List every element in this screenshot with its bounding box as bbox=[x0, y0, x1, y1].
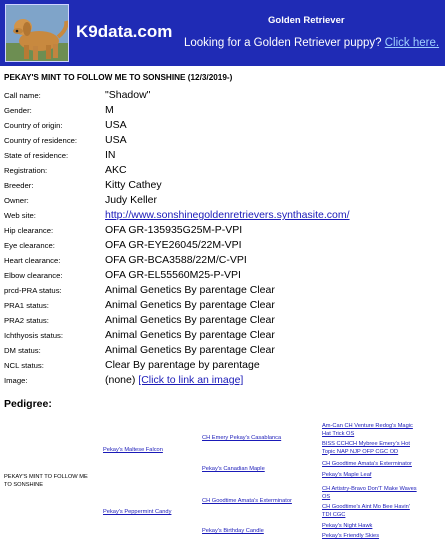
pedigree-ancestor[interactable] bbox=[322, 486, 417, 501]
pedigree-subject-line: TO SONSHINE bbox=[4, 481, 44, 488]
detail-row-owner bbox=[4, 193, 444, 208]
pedigree-sire-sire[interactable]: CH Emery Pekay's Casablanca bbox=[202, 435, 282, 441]
detail-label: Image: bbox=[4, 376, 28, 385]
detail-row-ichthyosis bbox=[4, 328, 444, 343]
detail-label: Call name: bbox=[4, 91, 41, 100]
pedigree-ancestor-line: TDI CGC bbox=[322, 511, 346, 518]
detail-label: Gender: bbox=[4, 106, 32, 115]
detail-label: Country of origin: bbox=[4, 121, 63, 130]
detail-value: Kitty Cathey bbox=[105, 179, 162, 191]
detail-label: PRA1 status: bbox=[4, 301, 49, 310]
detail-value: USA bbox=[105, 134, 127, 146]
click-here-link[interactable]: Click here. bbox=[384, 37, 440, 49]
detail-row-pra2 bbox=[4, 313, 444, 328]
detail-row-ncl bbox=[4, 358, 444, 373]
detail-row-registration bbox=[4, 163, 444, 178]
detail-label: Registration: bbox=[4, 166, 48, 175]
pedigree-heading: Pedigree: bbox=[4, 398, 52, 410]
detail-label: Ichthyosis status: bbox=[4, 331, 63, 340]
pedigree-ancestor[interactable] bbox=[322, 423, 413, 438]
detail-value: Animal Genetics By parentage Clear bbox=[105, 284, 275, 296]
link-image-link[interactable]: [Click to link an image] bbox=[138, 374, 244, 386]
pedigree-dam-dam[interactable]: Pekay's Birthday Candle bbox=[202, 528, 264, 534]
pedigree-ancestor[interactable] bbox=[322, 504, 410, 519]
pedigree-ancestor[interactable]: Pekay's Friendly Skies bbox=[322, 533, 380, 539]
detail-value: Animal Genetics By parentage Clear bbox=[105, 314, 275, 326]
detail-value bbox=[105, 373, 243, 387]
breed-name: Golden Retriever bbox=[268, 15, 345, 26]
pedigree-sire-dam[interactable]: Pekay's Canadian Maple bbox=[202, 466, 265, 472]
pedigree-ancestor-line: CH Goodtime's Aint Mo Bee Havin' bbox=[322, 504, 410, 510]
detail-label: DM status: bbox=[4, 346, 41, 355]
pedigree-ancestor-line: OS bbox=[322, 493, 331, 500]
detail-row-elbow bbox=[4, 268, 444, 283]
detail-label: PRA2 status: bbox=[4, 316, 49, 325]
detail-row-heart bbox=[4, 253, 444, 268]
detail-label: Elbow clearance: bbox=[4, 271, 63, 280]
site-header bbox=[0, 0, 445, 66]
detail-row-hip bbox=[4, 223, 444, 238]
dog-title: PEKAY'S MINT TO FOLLOW ME TO SONSHINE (12/3/2019-) bbox=[4, 73, 233, 82]
detail-row-prcd-pra bbox=[4, 283, 444, 298]
detail-value: OFA GR-135935G25M-P-VPI bbox=[105, 224, 243, 236]
detail-label: prcd-PRA status: bbox=[4, 286, 62, 295]
detail-row-call-name bbox=[4, 88, 444, 103]
detail-label: NCL status: bbox=[4, 361, 44, 370]
detail-value: Animal Genetics By parentage Clear bbox=[105, 344, 275, 356]
detail-row-gender bbox=[4, 103, 444, 118]
site-name[interactable]: K9data.com bbox=[76, 22, 173, 41]
detail-value: "Shadow" bbox=[105, 89, 151, 101]
detail-value: OFA GR-EYE26045/22M-VPI bbox=[105, 239, 242, 251]
pedigree-dam-sire[interactable]: CH Goodtime Amata's Exterminator bbox=[202, 498, 292, 504]
detail-row-dm bbox=[4, 343, 444, 358]
detail-label: Breeder: bbox=[4, 181, 34, 190]
detail-value: AKC bbox=[105, 164, 127, 176]
detail-value: OFA GR-EL55560M25-P-VPI bbox=[105, 269, 241, 281]
detail-row-country-origin bbox=[4, 118, 444, 133]
detail-label: Web site: bbox=[4, 211, 36, 220]
detail-label: Eye clearance: bbox=[4, 241, 55, 250]
pedigree-ancestor-line: BISS CCHCH Mybree Emery's Hot bbox=[322, 441, 410, 447]
pedigree-ancestor[interactable]: Pekay's Maple Leaf bbox=[322, 472, 372, 478]
detail-row-breeder bbox=[4, 178, 444, 193]
website-link[interactable]: http://www.sonshinegoldenretrievers.synthasite.com/ bbox=[105, 209, 350, 221]
detail-row-website bbox=[4, 208, 444, 223]
detail-row-eye bbox=[4, 238, 444, 253]
pedigree-subject-line: PEKAY'S MINT TO FOLLOW ME bbox=[4, 474, 88, 480]
pedigree-ancestor-line: CH Artistry-Bravo Don'T Make Waves bbox=[322, 486, 417, 492]
detail-label: Hip clearance: bbox=[4, 226, 54, 235]
detail-row-state bbox=[4, 148, 444, 163]
detail-row-country-residence bbox=[4, 133, 444, 148]
puppy-promo bbox=[184, 37, 439, 49]
detail-value: M bbox=[105, 104, 114, 116]
image-value: (none) bbox=[105, 374, 136, 386]
golden-retriever-photo bbox=[5, 4, 69, 62]
pedigree-subject bbox=[4, 474, 88, 489]
pedigree-ancestor[interactable]: Pekay's Night Hawk bbox=[322, 523, 373, 529]
pedigree-ancestor-line: Am-Can CH Venture Redog's Magic bbox=[322, 423, 413, 429]
detail-value: Animal Genetics By parentage Clear bbox=[105, 299, 275, 311]
pedigree-ancestor-line: Hat Trick OS bbox=[322, 430, 355, 437]
pedigree-ancestor[interactable] bbox=[322, 441, 410, 456]
detail-label: Owner: bbox=[4, 196, 29, 205]
detail-label: State of residence: bbox=[4, 151, 69, 160]
promo-text: Looking for a Golden Retriever puppy? bbox=[184, 37, 382, 49]
pedigree-sire[interactable]: Pekay's Maltese Falcon bbox=[103, 447, 163, 453]
detail-value: Clear By parentage by parentage bbox=[105, 359, 260, 371]
dog-details-table bbox=[4, 88, 444, 388]
detail-value: IN bbox=[105, 149, 116, 161]
detail-value: USA bbox=[105, 119, 127, 131]
detail-value: OFA GR-BCA3588/22M/C-VPI bbox=[105, 254, 247, 266]
detail-value: Animal Genetics By parentage Clear bbox=[105, 329, 275, 341]
pedigree-ancestor-line: Topic NAP NJP OFP CGC OD bbox=[322, 448, 399, 455]
detail-row-image bbox=[4, 373, 444, 388]
detail-value: Judy Keller bbox=[105, 194, 157, 206]
detail-label: Heart clearance: bbox=[4, 256, 61, 265]
pedigree-ancestor[interactable]: CH Goodtime Amata's Exterminator bbox=[322, 461, 412, 467]
detail-row-pra1 bbox=[4, 298, 444, 313]
detail-label: Country of residence: bbox=[4, 136, 78, 145]
pedigree-dam[interactable]: Pekay's Peppermint Candy bbox=[103, 509, 172, 515]
